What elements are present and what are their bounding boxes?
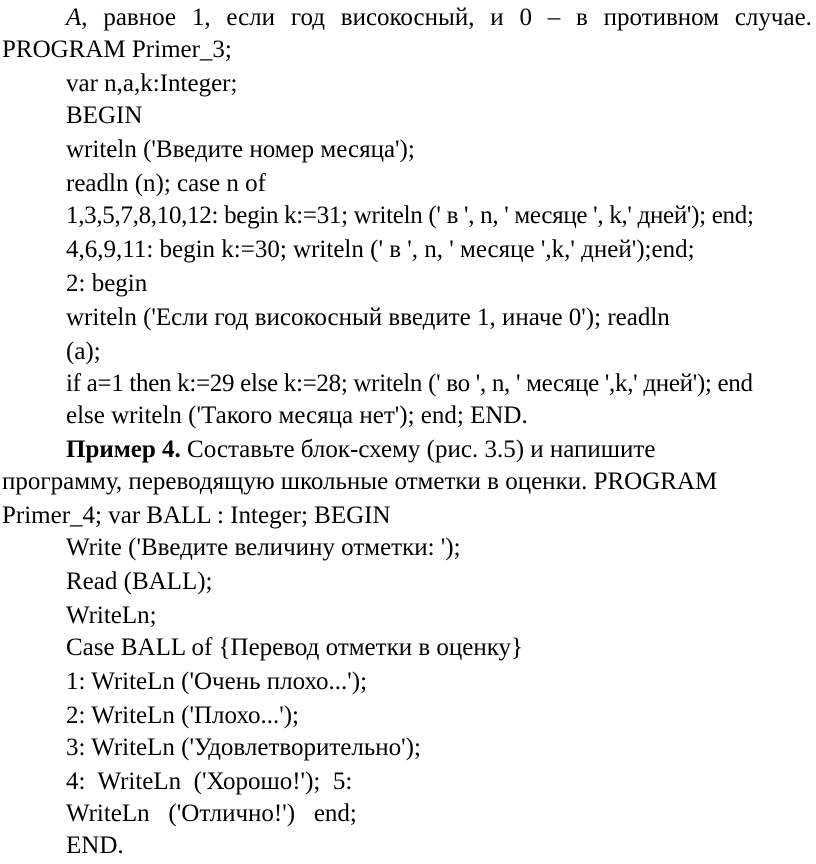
word	[66, 2, 88, 34]
text-line-12: if a=1 then k:=29 else k:=28; writeln (' во ', n, ' месяце ',k,' дней'); end	[66, 370, 753, 397]
text-line-7: 1,3,5,7,8,10,12: begin k:=31; writeln (' в ', n, ' месяце ', k,' дней'); end;	[66, 202, 754, 229]
text-line-8: 4,6,9,11: begin k:=30; writeln (' в ', n, ' месяце ',k,' дней');end;	[66, 236, 695, 263]
text-line-22: 2: WriteLn ('Плохо...');	[66, 702, 299, 729]
comma: ,	[81, 4, 88, 31]
text-line-11: (a);	[66, 338, 101, 365]
word: високосный,	[340, 4, 475, 31]
text-line-13: else writeln ('Такого месяца нет'); end; END.	[66, 402, 528, 429]
text-line-23: 3: WriteLn ('Удовлетворительно');	[66, 734, 421, 761]
text-line-5: writeln ('Введите номер месяца');	[66, 136, 415, 163]
text-line-6: readln (n); case n of	[66, 170, 266, 197]
text-line-2: PROGRAM Primer_3;	[2, 36, 232, 63]
text-line-17: Write ('Введите величину отметки: ');	[66, 534, 461, 561]
text-line-3: var n,a,k:Integer;	[66, 70, 238, 97]
text-line-1	[66, 2, 812, 34]
text-line-26: END.	[66, 832, 124, 859]
word: равное	[103, 4, 177, 31]
text-line-9: 2: begin	[66, 270, 148, 297]
example-heading: Пример 4.	[66, 436, 181, 463]
text-line-4: BEGIN	[66, 102, 143, 129]
word: в	[576, 4, 588, 31]
text-line-10: writeln ('Если год високосный введите 1, иначе 0'); readln	[66, 304, 670, 331]
text-line-25: WriteLn ('Отлично!') end;	[66, 800, 357, 827]
word: 0	[519, 4, 532, 31]
text-line-20: Case BALL of {Перевод отметки в оценку}	[66, 634, 524, 661]
text-line-15: программу, переводящую школьные отметки в оценки. PROGRAM	[2, 468, 718, 495]
text-line-24: 4: WriteLn ('Хорошо!'); 5:	[66, 768, 353, 795]
word: и	[490, 4, 504, 31]
text-line-19: WriteLn;	[66, 602, 157, 629]
word: 1,	[191, 4, 211, 31]
word: –	[547, 4, 561, 31]
example-text: Составьте блок-схему (рис. 3.5) и напишите	[180, 436, 656, 463]
text-line-16: Primer_4; var BALL : Integer; BEGIN	[2, 502, 391, 529]
word: случае.	[734, 4, 812, 31]
text-line-18: Read (BALL);	[66, 568, 213, 595]
word: год	[290, 4, 325, 31]
word: противном	[603, 4, 720, 31]
text-line-14	[66, 434, 655, 466]
text-line-21: 1: WriteLn ('Очень плохо...');	[66, 668, 368, 695]
variable-a: A	[66, 4, 82, 31]
word: если	[226, 4, 276, 31]
